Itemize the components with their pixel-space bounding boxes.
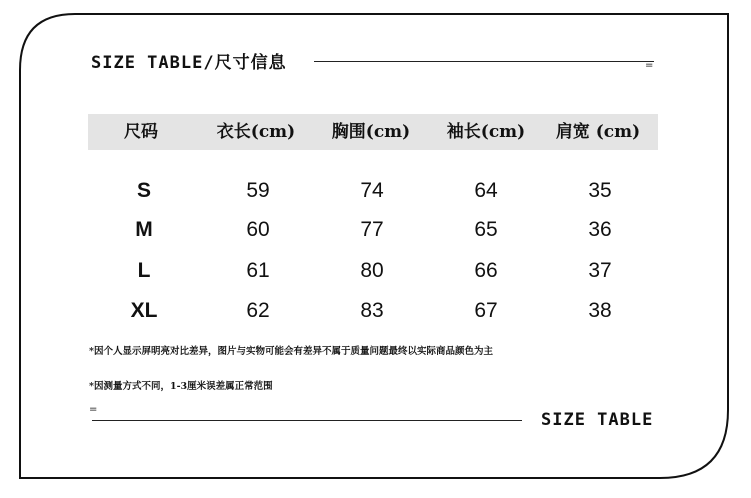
cell-shoulder: 38 xyxy=(588,299,612,322)
cell-size: XL xyxy=(130,299,158,322)
column-header-size: 尺码 xyxy=(124,122,158,142)
footer-divider xyxy=(92,420,522,421)
note-color-disclaimer: *因个人显示屏明亮对比差异，图片与实物可能会有差异不属于质量问题最终以实际商品颜色为主 xyxy=(89,346,493,357)
cell-length: 60 xyxy=(246,218,270,241)
cell-length: 59 xyxy=(246,179,270,202)
header-divider xyxy=(314,61,654,62)
table-row xyxy=(0,179,751,215)
table-row xyxy=(0,299,751,335)
cell-chest: 74 xyxy=(360,179,384,202)
column-header-chest: 胸围(cm) xyxy=(331,122,411,142)
cell-length: 62 xyxy=(246,299,270,322)
table-header xyxy=(88,114,658,150)
cell-shoulder: 37 xyxy=(588,259,612,282)
cell-chest: 83 xyxy=(360,299,384,322)
cell-length: 61 xyxy=(246,259,270,282)
header-title: SIZE TABLE/尺寸信息 xyxy=(91,53,287,73)
cell-sleeve: 67 xyxy=(474,299,498,322)
cell-shoulder: 36 xyxy=(588,218,612,241)
cell-size: M xyxy=(135,218,153,241)
table-row xyxy=(0,259,751,295)
table-row xyxy=(0,218,751,254)
footer-title: SIZE TABLE xyxy=(541,410,654,430)
column-header-sleeve: 袖长(cm) xyxy=(446,122,526,142)
cell-shoulder: 35 xyxy=(588,179,612,202)
cell-sleeve: 64 xyxy=(474,179,498,202)
column-header-shoulder: 肩宽 (cm) xyxy=(555,122,641,142)
cell-chest: 77 xyxy=(360,218,384,241)
footer-mark: = xyxy=(89,404,98,415)
note-measurement-disclaimer: *因测量方式不同，1-3厘米误差属正常范围 xyxy=(89,381,273,392)
cell-sleeve: 65 xyxy=(474,218,498,241)
cell-sleeve: 66 xyxy=(474,259,498,282)
cell-size: L xyxy=(137,259,151,282)
cell-chest: 80 xyxy=(360,259,384,282)
column-header-length: 衣长(cm) xyxy=(216,122,296,142)
cell-size: S xyxy=(136,179,151,202)
header-mark: = xyxy=(645,60,654,71)
